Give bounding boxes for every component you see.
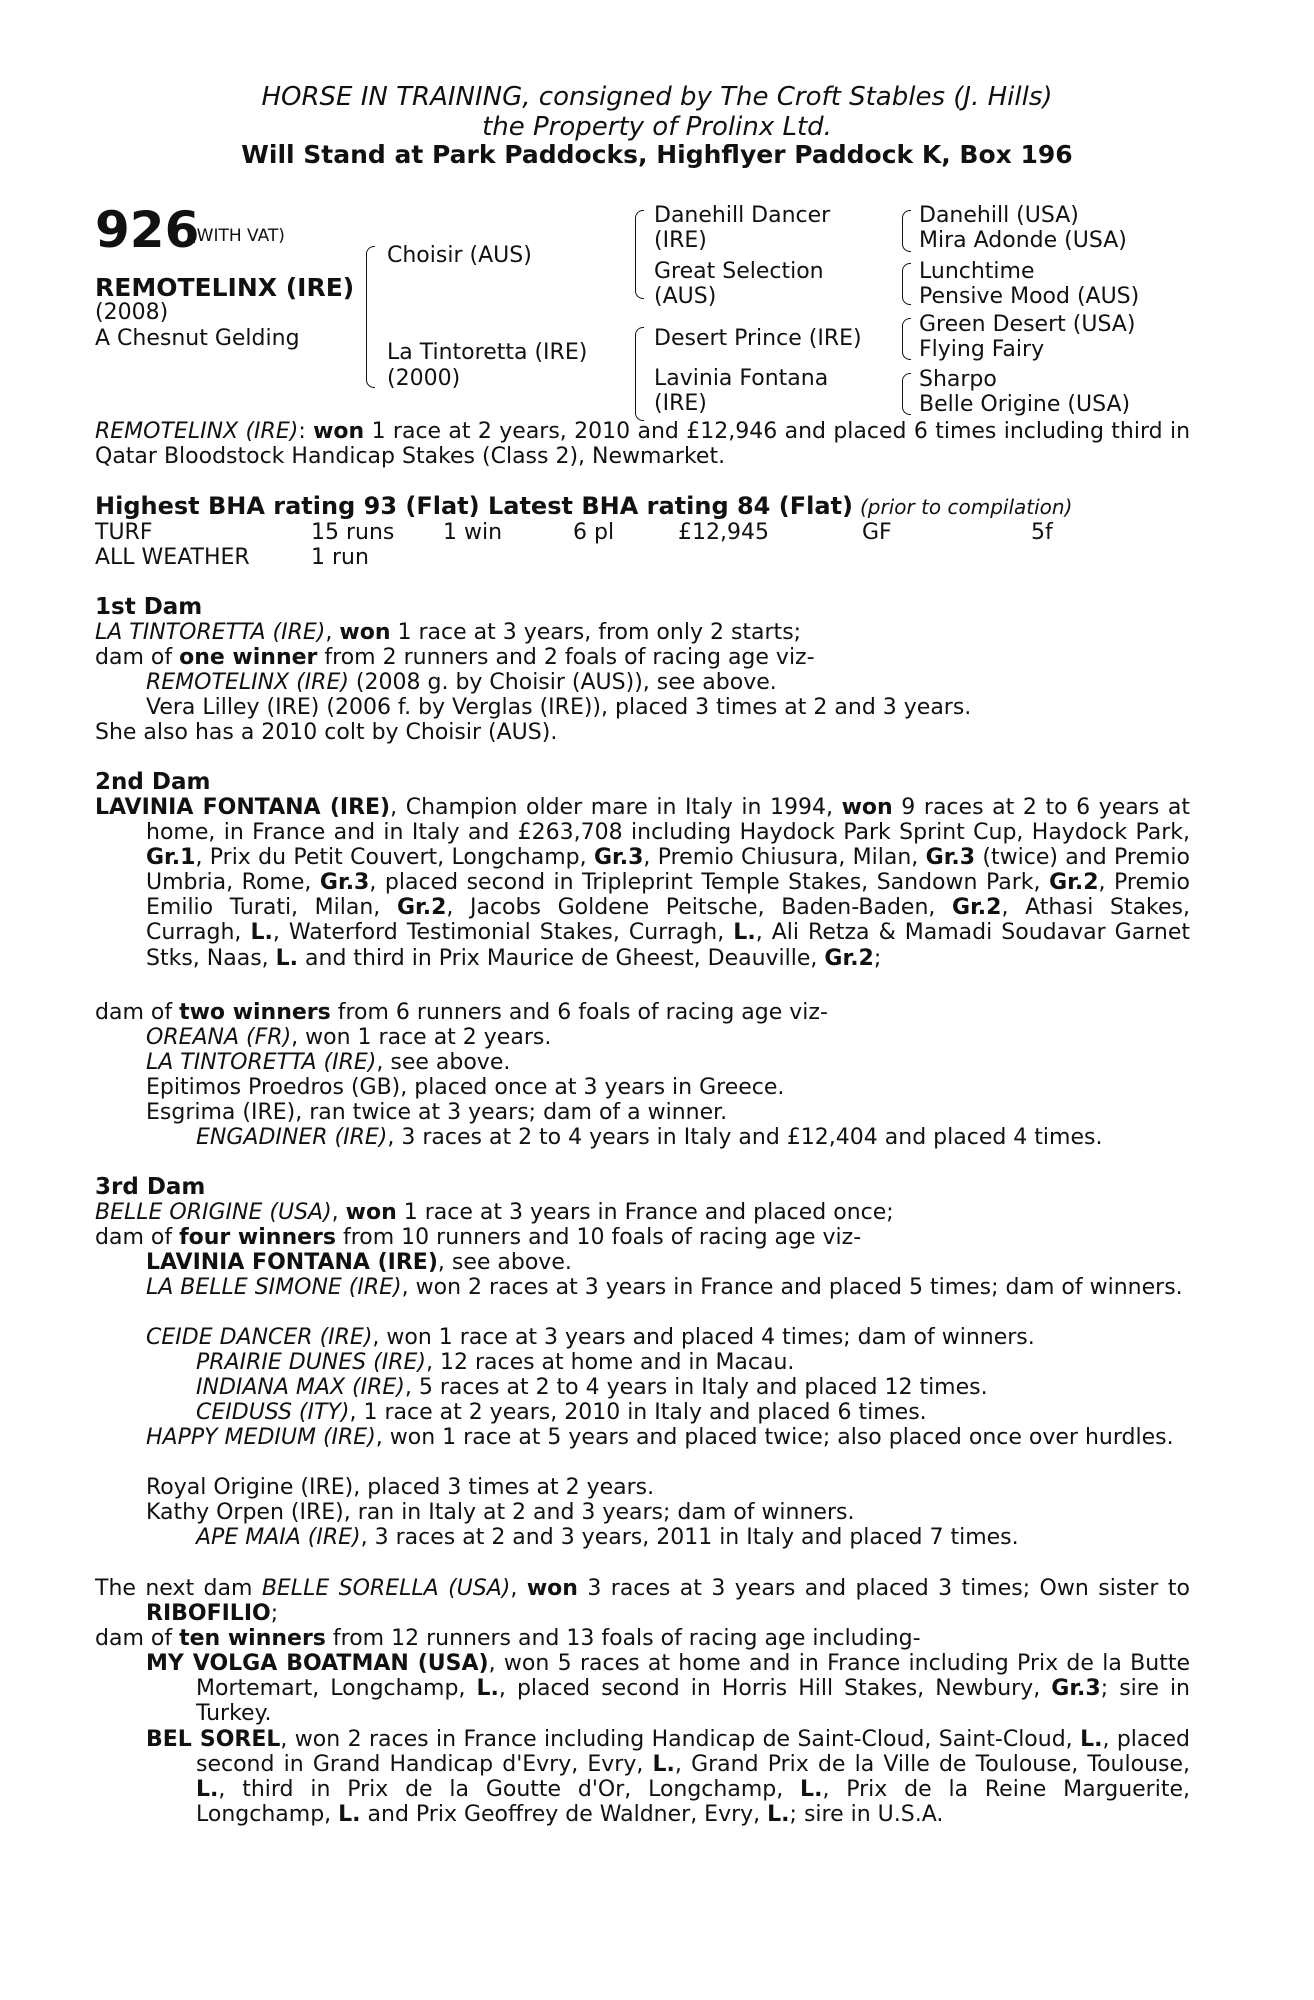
listed: L. xyxy=(196,1777,219,1803)
produce-name: REMOTELINX (IRE) xyxy=(146,670,349,695)
produce-name: MY VOLGA BOATMAN (USA) xyxy=(146,1651,489,1676)
first-dam-produce-2: Vera Lilley (IRE) (2006 f. by Verglas (IRE)), placed 3 times at 2 and 3 years. xyxy=(146,695,972,720)
t: ; xyxy=(270,1601,279,1627)
aw-runs: 1 run xyxy=(311,545,369,570)
third-dam-produce-6: Kathy Orpen (IRE), ran in Italy at 2 and 3 years; dam of winners. xyxy=(146,1500,855,1525)
dam-of-b: four winners xyxy=(179,1225,336,1250)
next-dam-produce-line xyxy=(95,1626,921,1651)
second-dam-produce-4a xyxy=(196,1125,1102,1150)
listed: L. xyxy=(767,1802,790,1828)
dam-of-b: ten winners xyxy=(179,1626,326,1651)
produce-name: CEIDUSS (ITY) xyxy=(196,1400,350,1425)
dam-of-a: dam of xyxy=(95,645,180,670)
t: ; sire in Turkey. xyxy=(196,1676,1190,1727)
turf-prize: £12,945 xyxy=(678,520,769,545)
t: , Athasi Stakes, Curragh, xyxy=(146,895,1191,946)
lot-number: 926 xyxy=(95,201,200,259)
pedigree-sss: Danehill (USA) xyxy=(919,203,1079,228)
stabling-line: Will Stand at Park Paddocks, Highflyer Paddock K, Box 196 xyxy=(241,140,1073,169)
turf-placed: 6 pl xyxy=(573,520,615,545)
dam-of-c: from 2 runners and 2 foals of racing age viz- xyxy=(317,645,815,670)
ratings-headline: Highest BHA rating 93 (Flat) Latest BHA rating 84 (Flat) xyxy=(95,492,853,520)
t: , Prix du Petit Couvert, Longchamp, xyxy=(195,845,594,871)
next-dam-produce-1 xyxy=(146,1651,1190,1726)
produce-record: , 3 races at 2 to 4 years in Italy and £12,404 and placed 4 times. xyxy=(387,1125,1103,1150)
turf-wins: 1 win xyxy=(443,520,503,545)
race-summary: REMOTELINX (IRE): won 1 race at 2 years, 2010 and £12,946 and placed 6 times including third in Qatar Bloodstock Handicap Stakes (Class 2), Newmarket. xyxy=(95,419,1191,470)
pedigree-sire-dam-country: (AUS) xyxy=(654,284,717,309)
first-dam-intro: LA TINTORETTA (IRE), won 1 race at 3 years, from only 2 starts; xyxy=(95,620,802,645)
dam-of-c: from 12 runners and 13 foals of racing age including- xyxy=(325,1626,921,1651)
dam-of-a: dam of xyxy=(95,1626,180,1651)
t: , Premio Emilio Turati, Milan, xyxy=(146,870,1191,921)
third-dam-name: BELLE ORIGINE (USA) xyxy=(95,1200,332,1225)
dam-of-a: dam of xyxy=(95,1000,180,1025)
pedigree-sire-sire: Danehill Dancer xyxy=(654,203,831,228)
produce-name: HAPPY MEDIUM (IRE) xyxy=(146,1425,376,1450)
produce-name: LAVINIA FONTANA (IRE) xyxy=(146,1250,438,1275)
produce-name: OREANA (FR) xyxy=(146,1025,292,1050)
t: , xyxy=(510,1576,527,1601)
horse-description: A Chesnut Gelding xyxy=(95,326,300,351)
second-dam-produce-1 xyxy=(146,1025,551,1050)
t: ; sire in U.S.A. xyxy=(789,1802,944,1828)
vat-note: (WITH VAT) xyxy=(190,226,285,246)
third-dam-produce-5: Royal Origine (IRE), placed 3 times at 2 years. xyxy=(146,1475,655,1500)
produce-name: BEL SOREL xyxy=(146,1727,281,1752)
brace-sire-parents xyxy=(635,210,644,299)
listed: L. xyxy=(275,945,299,971)
t: , placed second in Tripleprint Temple Stakes, Sandown Park, xyxy=(369,870,1050,896)
second-dam-produce-2 xyxy=(146,1050,510,1075)
brace-sire-dam xyxy=(366,246,375,388)
next-dam-produce-2 xyxy=(146,1727,1190,1827)
won: won xyxy=(841,795,893,820)
t: 9 races at 2 to 6 years at home, in France and in Italy and £263,708 including Haydock Park Sprint Cup, Haydock Park, xyxy=(146,795,1190,846)
produce-record: , 5 races at 2 to 4 years in Italy and placed 12 times. xyxy=(404,1375,988,1400)
grade: Gr.1 xyxy=(146,845,196,871)
t: The next dam xyxy=(95,1576,262,1601)
t: , Premio Chiusura, Milan, xyxy=(643,845,926,871)
t: , Waterford Testimonial Stakes, Curragh, xyxy=(272,920,734,946)
pedigree-dam-dam-country: (IRE) xyxy=(654,391,707,416)
t: , placed second in Grand Handicap d'Evry, Evry, xyxy=(196,1727,1190,1778)
third-dam-produce-3b xyxy=(196,1375,988,1400)
produce-name: ENGADINER (IRE) xyxy=(196,1125,388,1150)
ratings-note: (prior to compilation) xyxy=(859,495,1073,519)
produce-record: , won 1 race at 3 years and placed 4 times; dam of winners. xyxy=(372,1325,1035,1350)
t: , won 5 races at home and in France including Prix de la Butte Mortemart, Longchamp, xyxy=(196,1651,1190,1702)
horse-name: REMOTELINX (IRE) xyxy=(95,273,355,302)
t: , Grand Prix de la Ville de Toulouse, Toulouse, xyxy=(674,1752,1190,1778)
t: , won 2 races in France including Handicap de Saint-Cloud, Saint-Cloud, xyxy=(280,1727,1081,1752)
dam-of-b: two winners xyxy=(179,1000,331,1025)
grade: Gr.3 xyxy=(319,870,370,896)
produce-record: , see above. xyxy=(376,1050,511,1075)
grade: Gr.2 xyxy=(396,895,447,921)
produce-name: CEIDE DANCER (IRE) xyxy=(146,1325,373,1350)
third-dam-won: won xyxy=(345,1200,397,1225)
produce-record: , 1 race at 2 years, 2010 in Italy and placed 6 times. xyxy=(349,1400,927,1425)
t: , placed second in Horris Hill Stakes, Newbury, xyxy=(498,1676,1052,1702)
listed: L. xyxy=(652,1752,675,1778)
pedigree-dam-dam: Lavinia Fontana xyxy=(654,366,829,391)
second-dam-heading: 2nd Dam xyxy=(95,769,211,795)
first-dam-won: won xyxy=(339,620,391,645)
produce-name: LA TINTORETTA (IRE) xyxy=(146,1050,377,1075)
second-dam-produce-line xyxy=(95,1000,828,1025)
produce-name: PRAIRIE DUNES (IRE) xyxy=(196,1350,426,1375)
produce-record: , won 1 race at 5 years and placed twice; also placed once over hurdles. xyxy=(375,1425,1174,1450)
third-dam-intro: BELLE ORIGINE (USA), won 1 race at 3 years in France and placed once; xyxy=(95,1200,894,1225)
third-dam-produce-3c xyxy=(196,1400,927,1425)
first-dam-also: She also has a 2010 colt by Choisir (AUS). xyxy=(95,720,558,745)
t: and third in Prix Maurice de Gheest, Deauville, xyxy=(298,945,825,971)
first-dam-heading: 1st Dam xyxy=(95,594,203,620)
listed: L. xyxy=(476,1676,499,1702)
dam-of-b: one winner xyxy=(179,645,318,670)
listed: L. xyxy=(800,1777,823,1803)
produce-name: LA BELLE SIMONE (IRE) xyxy=(146,1275,402,1300)
summary-won: won xyxy=(313,419,365,444)
t: 3 races at 3 years and placed 3 times; Own sister to xyxy=(577,1576,1190,1601)
second-dam-record xyxy=(95,795,1190,971)
second-dam-name: LAVINIA FONTANA (IRE) xyxy=(95,795,391,820)
pedigree-sdd: Pensive Mood (AUS) xyxy=(919,284,1140,309)
pedigree-sire-sire-country: (IRE) xyxy=(654,228,707,253)
produce-record: , won 2 races at 3 years in France and placed 5 times; dam of winners. xyxy=(401,1275,1183,1300)
t: and Prix Geoffrey de Waldner, Evry, xyxy=(360,1802,768,1828)
grade: Gr.3 xyxy=(593,845,644,871)
second-dam-produce-3: Epitimos Proedros (GB), placed once at 3 years in Greece. xyxy=(146,1075,785,1100)
grade: Gr.2 xyxy=(952,895,1002,921)
turf-distance: 5f xyxy=(1031,520,1053,545)
third-dam-produce-4 xyxy=(146,1425,1190,1450)
third-dam-produce-3a xyxy=(196,1350,794,1375)
listed: L. xyxy=(250,920,273,946)
third-dam-produce-line xyxy=(95,1225,861,1250)
t: , Ali Retza & Mamadi Soudavar Garnet Stks, Naas, xyxy=(146,920,1190,971)
t: , Jacobs Goldene Peitsche, Baden-Baden, xyxy=(446,895,953,921)
t: , Champion older mare in Italy in 1994, xyxy=(390,795,842,820)
listed: L. xyxy=(733,920,756,946)
first-dam-name: LA TINTORETTA (IRE) xyxy=(95,620,326,645)
second-dam-produce-4: Esgrima (IRE), ran twice at 3 years; dam of a winner. xyxy=(146,1100,728,1125)
first-dam-produce-line xyxy=(95,645,815,670)
grade: Gr.2 xyxy=(1049,870,1099,896)
grade: Gr.2 xyxy=(824,945,874,971)
third-dam-produce-6a xyxy=(196,1525,1019,1550)
listed: L. xyxy=(1080,1727,1103,1752)
produce-name: APE MAIA (IRE) xyxy=(196,1525,361,1550)
pedigree-dam-sire: Desert Prince (IRE) xyxy=(654,326,862,351)
pedigree-dss: Green Desert (USA) xyxy=(919,312,1136,337)
summary-text: 1 race at 2 years, 2010 and £12,946 and placed 6 times including third in Qatar Bloodstock Handicap Stakes (Class 2), Newmarket. xyxy=(95,419,1191,470)
pedigree-dds: Sharpo xyxy=(919,367,997,392)
first-dam-record: 1 race at 3 years, from only 2 starts; xyxy=(390,620,802,645)
turf-runs: 15 runs xyxy=(311,520,395,545)
pedigree-dsd: Flying Fairy xyxy=(919,337,1045,362)
pedigree-sire-dam: Great Selection xyxy=(654,259,824,284)
dam-of-a: dam of xyxy=(95,1225,180,1250)
foaling-year: (2008) xyxy=(95,300,169,325)
pedigree-dam: La Tintoretta (IRE) xyxy=(387,340,588,365)
grade: Gr.3 xyxy=(1051,1676,1101,1702)
aw-label: ALL WEATHER xyxy=(95,545,250,570)
t: , Prix de la Reine Marguerite, Longchamp, xyxy=(196,1777,1190,1828)
produce-record: , 3 races at 2 and 3 years, 2011 in Italy and placed 7 times. xyxy=(360,1525,1019,1550)
summary-horse-name: REMOTELINX (IRE) xyxy=(95,419,299,444)
ratings-line xyxy=(95,494,1072,520)
third-dam-produce-1 xyxy=(146,1250,572,1275)
next-dam-name: BELLE SORELLA (USA) xyxy=(261,1576,511,1601)
next-dam-record xyxy=(95,1576,1190,1626)
sister-name: RIBOFILIO xyxy=(146,1601,271,1627)
dam-of-c: from 10 runners and 10 foals of racing age viz- xyxy=(336,1225,862,1250)
produce-name: INDIANA MAX (IRE) xyxy=(196,1375,405,1400)
produce-record: , see above. xyxy=(437,1250,572,1275)
third-dam-produce-3 xyxy=(146,1325,1035,1350)
t: , third in Prix de la Goutte d'Or, Longchamp, xyxy=(218,1777,801,1803)
t: ; xyxy=(873,945,882,971)
pedigree-sire: Choisir (AUS) xyxy=(387,243,532,268)
won: won xyxy=(526,1576,578,1601)
brace-ss-parents xyxy=(902,210,911,252)
owner-line: the Property of Prolinx Ltd. xyxy=(482,112,832,142)
third-dam-record: 1 race at 3 years in France and placed once; xyxy=(396,1200,894,1225)
listed: L. xyxy=(338,1802,361,1828)
t: (twice) and Premio Umbria, Rome, xyxy=(146,845,1190,896)
brace-dd-parents xyxy=(902,373,911,415)
pedigree-sds: Lunchtime xyxy=(919,259,1035,284)
produce-record: , won 1 race at 2 years. xyxy=(291,1025,552,1050)
first-dam-produce-1 xyxy=(146,670,777,695)
produce-record: (2008 g. by Choisir (AUS)), see above. xyxy=(348,670,777,695)
pedigree-ddd: Belle Origine (USA) xyxy=(919,392,1131,417)
dam-of-c: from 6 runners and 6 foals of racing age viz- xyxy=(330,1000,828,1025)
turf-label: TURF xyxy=(95,520,153,545)
consignor-line: HORSE IN TRAINING, consigned by The Croft Stables (J. Hills) xyxy=(261,82,1053,112)
pedigree-ssd: Mira Adonde (USA) xyxy=(919,228,1127,253)
grade: Gr.3 xyxy=(925,845,976,871)
brace-dam-parents xyxy=(635,327,644,421)
third-dam-produce-2 xyxy=(146,1275,1190,1300)
brace-ds-parents xyxy=(902,318,911,360)
turf-going: GF xyxy=(862,520,892,545)
produce-record: , 12 races at home and in Macau. xyxy=(425,1350,795,1375)
third-dam-heading: 3rd Dam xyxy=(95,1174,206,1200)
pedigree-dam-year: (2000) xyxy=(387,366,461,391)
brace-sd-parents xyxy=(902,263,911,305)
